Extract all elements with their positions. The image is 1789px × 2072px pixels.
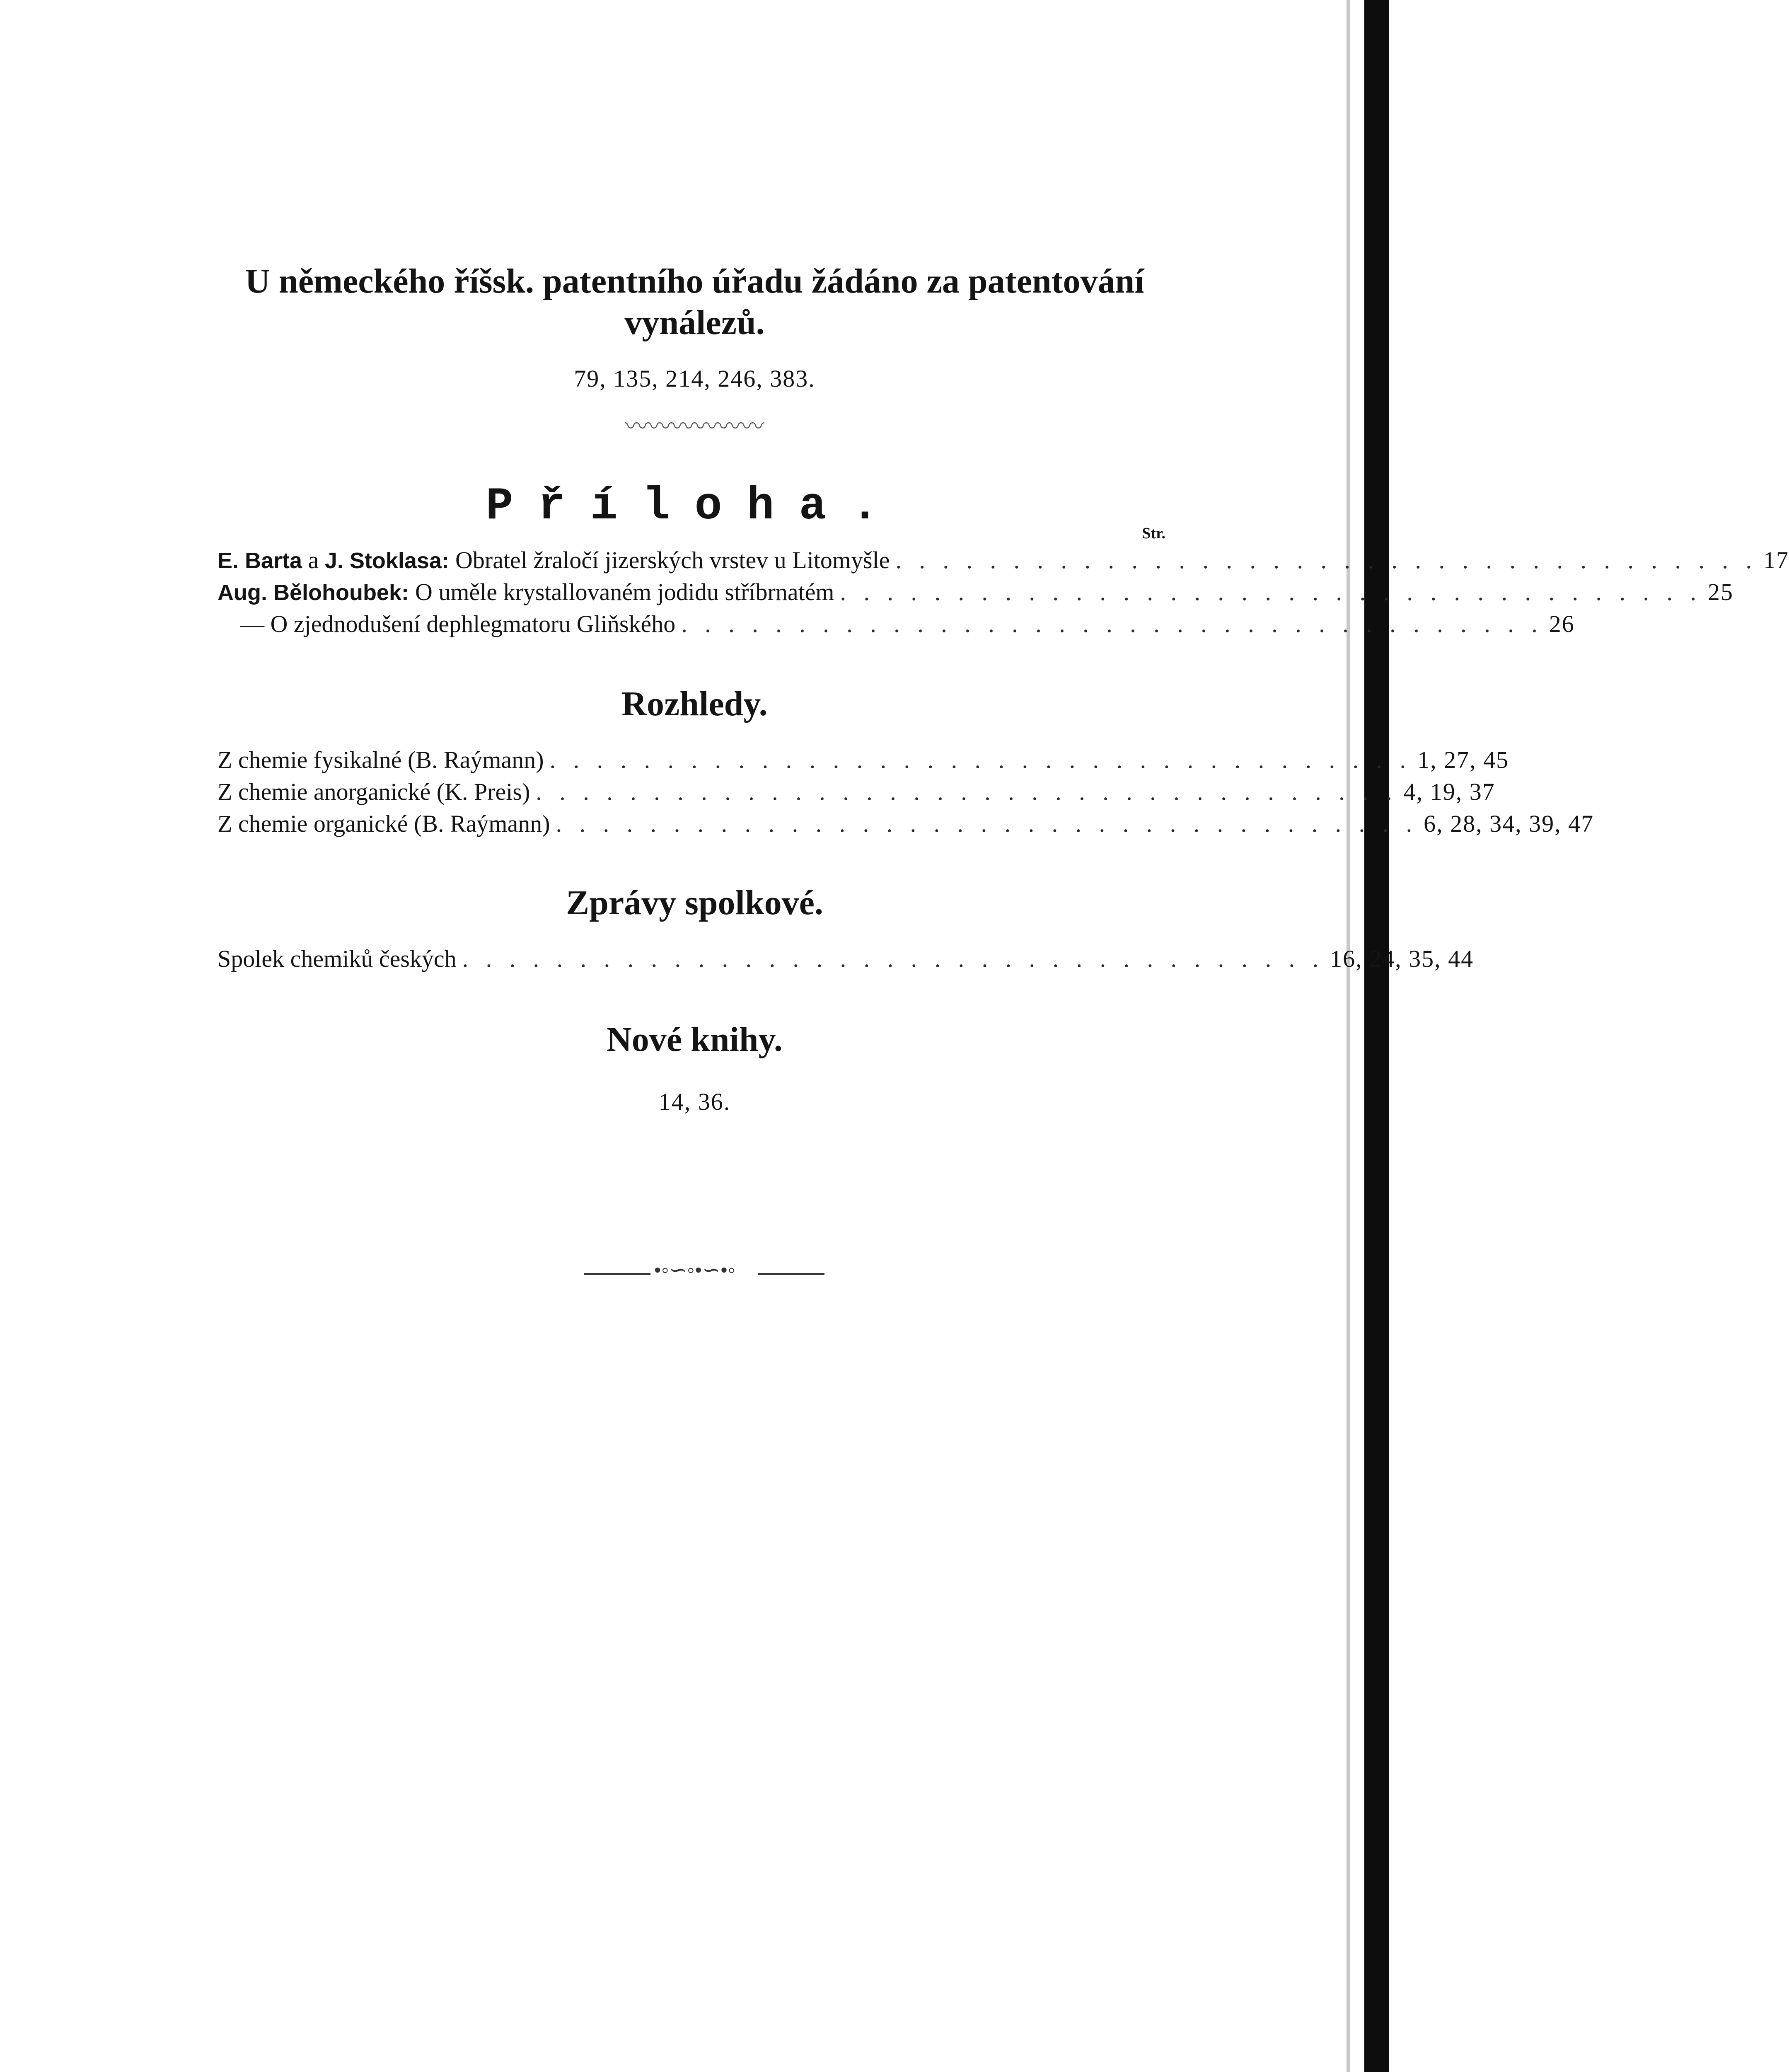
author-separator: :	[401, 580, 415, 605]
entry-title: Z chemie anorganické (K. Preis)	[218, 778, 530, 805]
priloha-entry	[218, 546, 1789, 579]
entry-title: O zjednodušení dephlegmatoru Gliňského	[270, 610, 676, 637]
rozhledy-entry	[218, 778, 1495, 811]
page-column-label: Str.	[1142, 525, 1165, 542]
entry-page: 26	[1549, 610, 1575, 637]
entry-page: 17	[1763, 547, 1789, 574]
fleuron-ornament: •◦∽◦•∽•◦	[653, 1259, 736, 1282]
nove-knihy-pages: 14, 36.	[658, 1088, 731, 1115]
author-name: E. Barta	[218, 548, 302, 573]
entry-page: 25	[1708, 579, 1734, 605]
entry-pages: 6, 28, 34, 39, 47	[1424, 810, 1594, 837]
priloha-entry	[240, 610, 1575, 643]
zpravy-heading: Zprávy spolkové.	[566, 884, 823, 922]
zpravy-entry	[218, 945, 1474, 978]
author-separator: :	[442, 548, 455, 573]
author-name: Aug. Bělohoubek	[218, 580, 401, 605]
dash-separator: —	[240, 610, 271, 637]
priloha-entry-text	[240, 610, 675, 638]
entry-title: Z chemie fysikalné (B. Raýmann)	[218, 746, 544, 773]
dot-leader: . . . . . . . . . . . . . . . . . . . . . . . . . . . . . . . . . . . . .	[556, 810, 1418, 837]
priloha-entry-text	[218, 546, 890, 574]
dot-leader: . . . . . . . . . . . . . . . . . . . . . . . . . . . . . . . . . . . . .	[536, 778, 1398, 805]
author-name-2: J. Stoklasa	[324, 548, 442, 573]
dot-leader: . . . . . . . . . . . . . . . . . . . . . . . . . . . . . . . . . . . . .	[840, 579, 1702, 605]
patent-heading-line2: vynálezů.	[624, 303, 765, 342]
rozhledy-entry	[218, 746, 1509, 779]
entry-title: Z chemie organické (B. Raýmann)	[218, 810, 550, 837]
dot-leader: . . . . . . . . . . . . . . . . . . . . . . . . . . . . . . . . . . . . .	[681, 610, 1543, 637]
entry-title: O uměle krystallovaném jodidu stříbrnatém	[415, 579, 834, 605]
entry-pages: 16, 24, 35, 44	[1330, 945, 1474, 972]
dot-leader: . . . . . . . . . . . . . . . . . . . . . . . . . . . . . . . . . . . . .	[895, 547, 1758, 574]
rozhledy-heading: Rozhledy.	[621, 685, 768, 723]
entry-title: Obratel žraločí jizerských vrstev u Litomyšle	[455, 547, 890, 574]
priloha-entry-text	[218, 578, 834, 606]
dot-leader: . . . . . . . . . . . . . . . . . . . . . . . . . . . . . . . . . . . . .	[462, 945, 1325, 972]
squiggle-ornament: 〰〰〰〰〰〰	[625, 414, 764, 440]
dot-leader: . . . . . . . . . . . . . . . . . . . . . . . . . . . . . . . . . . . . .	[549, 746, 1412, 773]
ornament-rule-right	[758, 1273, 824, 1275]
patent-heading-line1: U německého říšsk. patentního úřadu žádáno za patentování	[245, 262, 1144, 300]
rozhledy-entry	[218, 810, 1594, 843]
patent-pages: 79, 135, 214, 246, 383.	[574, 365, 815, 392]
priloha-heading: Příloha.	[486, 481, 904, 533]
nove-knihy-heading: Nové knihy.	[607, 1020, 783, 1059]
entry-pages: 4, 19, 37	[1403, 778, 1495, 805]
entry-pages: 1, 27, 45	[1417, 746, 1509, 773]
author-connector: a	[302, 547, 325, 574]
priloha-entry	[218, 578, 1734, 611]
entry-title: Spolek chemiků českých	[218, 945, 457, 972]
